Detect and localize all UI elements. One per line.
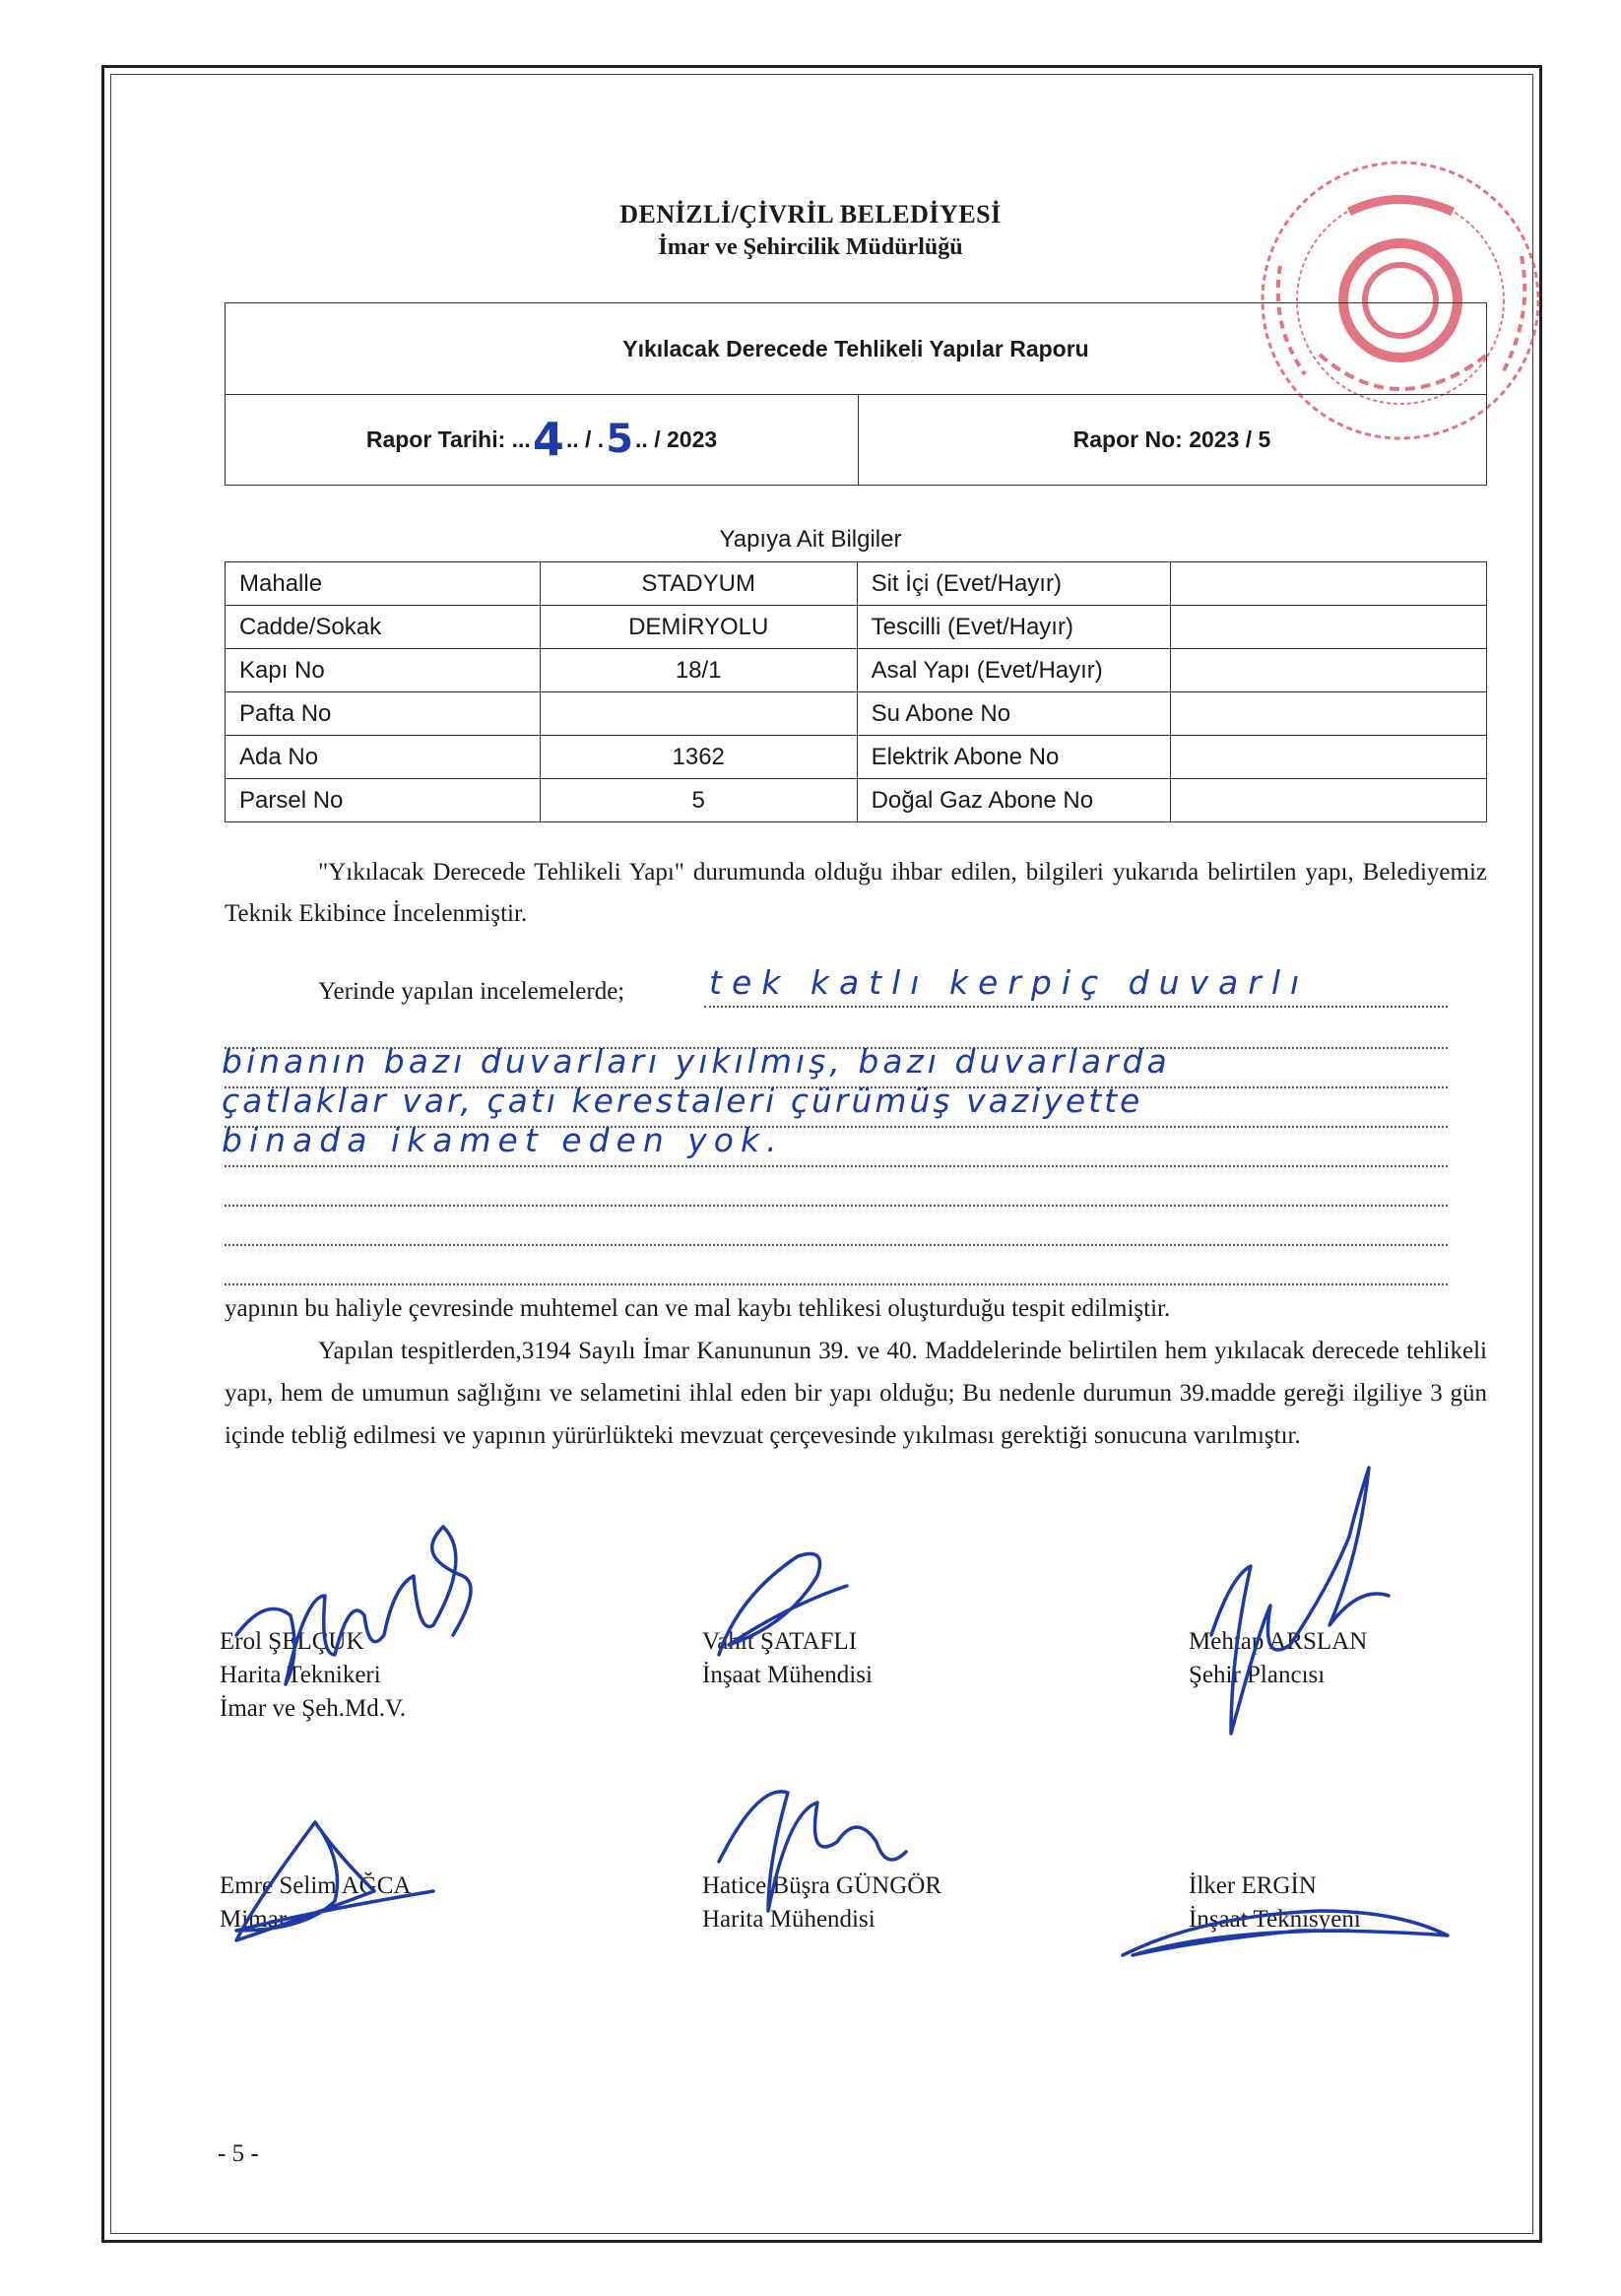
info-label: Pafta No [226,692,541,736]
info-label: Ada No [226,736,541,779]
signatory-name: Erol ŞELÇUK [220,1628,364,1655]
signatory-name: Mehtap ARSLAN [1189,1628,1368,1655]
info-value: 1362 [540,736,857,779]
info-label: Su Abone No [857,692,1171,736]
report-number: Rapor No: 2023 / 5 [1072,426,1271,452]
info-label: Asal Yapı (Evet/Hayır) [857,649,1171,692]
signatory-title: Harita Mühendisi [702,1906,875,1933]
conclusion-paragraph: yapının bu haliyle çevresinde muhtemel can ve mal kaybı tehlikesi oluşturduğu tespit edilmiştir. [225,1295,1171,1322]
signature-2 [719,1554,847,1656]
info-label: Doğal Gaz Abone No [857,779,1171,822]
signatory-title: İnşaat Mühendisi [702,1662,873,1688]
info-label: Tescilli (Evet/Hayır) [857,606,1171,649]
info-value: 18/1 [540,649,857,692]
signatory-name: Vahit ŞATAFLI [702,1628,858,1655]
info-value: DEMİRYOLU [540,606,857,649]
report-date-year: .. / 2023 [635,426,718,452]
report-date-day: 4 [532,413,564,466]
info-label: Mahalle [226,562,541,606]
handwritten-line: binanın bazı duvarları yıkılmış, bazı duvarlarda [222,1042,1171,1081]
signature-3 [1211,1468,1389,1734]
report-title: Yıkılacak Derecede Tehlikeli Yapılar Raporu [226,303,1486,395]
signatory-title: Şehir Plancısı [1189,1662,1326,1688]
page-number: - 5 - [218,2140,259,2167]
info-label: Cadde/Sokak [226,606,541,649]
signatory-name: Emre Selim AĞCA [220,1872,412,1899]
department-title: İmar ve Şehircilik Müdürlüğü [658,234,963,260]
intro-paragraph: "Yıkılacak Derecede Tehlikeli Yapı" durumunda olduğu ihbar edilen, bilgileri yukarıda belirtilen yapı, Belediyemiz Teknik Ekibince İncelenmiştir. [225,859,1487,927]
handwritten-line: çatlaklar var, çatı kerestaleri çürümüş vaziyette [222,1082,1143,1120]
inspection-label: Yerinde yapılan incelemelerde; [318,978,625,1005]
info-label: Sit İçi (Evet/Hayır) [857,562,1171,606]
signatory-title: İnşaat Teknisyeni [1189,1906,1361,1933]
institution-title: DENİZLİ/ÇİVRİL BELEDİYESİ [619,200,1002,229]
building-info-caption: Yapıya Ait Bilgiler [719,526,902,553]
handwritten-line: binada ikamet eden yok. [222,1121,784,1159]
signatory-name: Hatice Büşra GÜNGÖR [702,1872,942,1899]
info-label: Elektrik Abone No [857,736,1171,779]
info-label: Parsel No [226,779,541,822]
signatory-title: Mimar [220,1906,288,1933]
signatory-title: Harita Teknikeri [220,1662,381,1688]
report-date-label: Rapor Tarihi: ... [365,426,531,452]
info-value: STADYUM [540,562,857,606]
signature-4 [719,1792,906,1911]
signature-6 [1123,1911,1448,1955]
info-value: 5 [540,779,857,822]
report-date-sep: .. / . [565,426,605,452]
signature-1 [236,1527,471,1684]
signatory-name: İlker ERGİN [1189,1872,1317,1899]
report-date-month: 5 [606,417,634,462]
info-label: Kapı No [226,649,541,692]
handwritten-line: tek katlı kerpiç duvarlı [709,963,1310,1002]
signature-5 [236,1822,433,1940]
decision-paragraph: Yapılan tespitlerden,3194 Sayılı İmar Kanununun 39. ve 40. Maddelerinde belirtilen hem yıkılacak derecede tehlikeli yapı, hem de umumun sağlığını ve selametini ihlal eden bir yapı olduğu; Bu nedenle durumun 39.madde gereği ilgiliye 3 gün içinde tebliğ edilmesi ve yapının yürürlükteki mevzuat çerçevesinde yıkılması gerektiği sonucuna varılmıştır. [225,1338,1487,1449]
signatory-extra: İmar ve Şeh.Md.V. [220,1695,407,1722]
